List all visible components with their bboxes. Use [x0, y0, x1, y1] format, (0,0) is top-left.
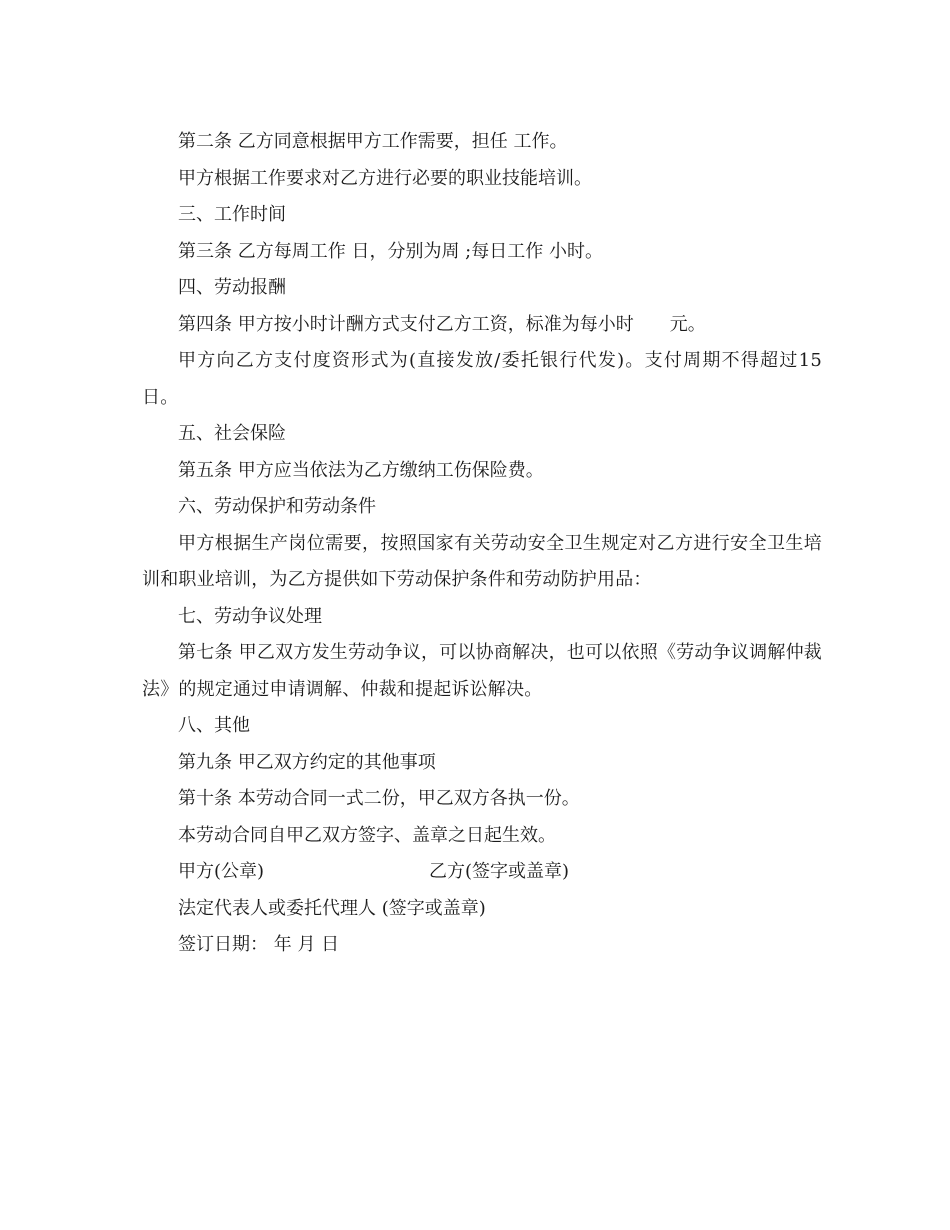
clause-10-text: 第十条 本劳动合同一式二份，甲乙双方各执一份。: [178, 788, 580, 809]
clause-7-paragraph: 第七条 甲乙双方发生劳动争议，可以协商解决，也可以依照《劳动争议调解仲裁法》的规定通过申请调解、仲裁和提起诉讼解决。: [142, 642, 822, 700]
legal-representative-label: 法定代表人或委托代理人 (签字或盖章): [178, 897, 486, 919]
party-a-seal-label: 甲方(公章): [178, 861, 265, 882]
clause-4-text: 第四条 甲方按小时计酬方式支付乙方工资，标准为每小时 元。: [178, 313, 706, 335]
clause-2-text: 第二条 乙方同意根据甲方工作需要，担任 工作。: [178, 131, 568, 152]
clause-9-text: 第九条 甲乙双方约定的其他事项: [178, 751, 436, 773]
clause-3-text: 第三条 乙方每周工作 日，分别为周 ;每日工作 小时。: [178, 240, 603, 262]
signature-row: [142, 854, 822, 891]
section-heading-social-insurance: 五、社会保险: [178, 423, 286, 444]
section-heading-other: 八、其他: [178, 715, 250, 736]
section-heading-dispute: 七、劳动争议处理: [178, 605, 322, 627]
payment-method-paragraph: 甲方向乙方支付度资形式为(直接发放/委托银行代发)。支付周期不得超过15日。: [142, 350, 822, 408]
party-b-signature-label: 乙方(签字或盖章): [429, 861, 570, 882]
labor-protection-paragraph: 甲方根据生产岗位需要，按照国家有关劳动安全卫生规定对乙方进行安全卫生培训和职业培训，为乙方提供如下劳动保护条件和劳动防护用品：: [142, 532, 822, 590]
effective-text: 本劳动合同自甲乙双方签字、盖章之日起生效。: [178, 824, 556, 846]
section-heading-work-time: 三、工作时间: [178, 204, 286, 225]
section-heading-labor-protection: 六、劳动保护和劳动条件: [178, 496, 376, 517]
training-text: 甲方根据工作要求对乙方进行必要的职业技能培训。: [178, 167, 592, 189]
clause-5-text: 第五条 甲方应当依法为乙方缴纳工伤保险费。: [178, 459, 544, 481]
section-heading-remuneration: 四、劳动报酬: [178, 277, 286, 298]
signing-date-label: 签订日期： 年 月 日: [178, 934, 340, 955]
document-page: [142, 124, 822, 964]
